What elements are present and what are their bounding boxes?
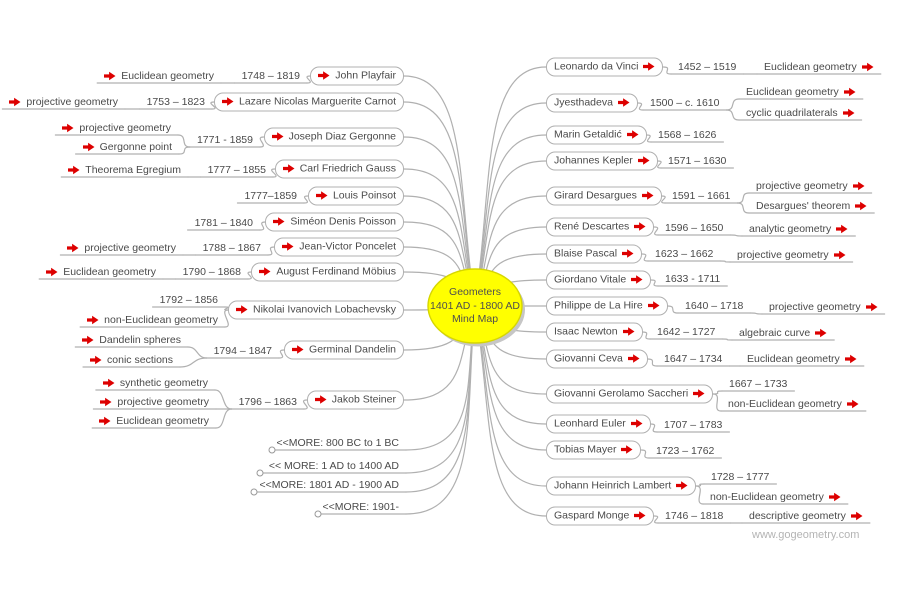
node-carl-friedrich-gauss[interactable]	[275, 160, 404, 179]
center-title-line1: Geometers	[449, 285, 501, 298]
topic-text: Euclidean geometry	[116, 415, 209, 427]
date-range-tobias-mayer	[656, 445, 714, 457]
node-john-playfair[interactable]	[310, 67, 404, 86]
node-philippe-de-la-hire[interactable]	[546, 297, 668, 316]
topic-text: conic sections	[107, 354, 173, 366]
red-right-arrow-icon	[643, 62, 655, 72]
node-label: Siméon Denis Poisson	[290, 215, 396, 228]
topic-projective-geometry[interactable]	[67, 242, 176, 254]
red-right-arrow-icon	[282, 242, 294, 252]
topic-euclidean-geometry[interactable]	[746, 86, 856, 98]
node-label: Girard Desargues	[554, 189, 637, 202]
date-text: 1781 – 1840	[194, 217, 253, 229]
red-right-arrow-icon	[222, 97, 234, 107]
node-label: Giovanni Gerolamo Saccheri	[554, 387, 689, 400]
red-right-arrow-icon	[9, 97, 21, 107]
date-text: 1623 – 1662	[655, 248, 714, 260]
date-text: 1723 – 1762	[656, 445, 715, 457]
date-text: 1647 – 1734	[664, 353, 723, 365]
more-link-text: << MORE: 1 AD to 1400 AD	[268, 460, 399, 472]
topic-algebraic-curve[interactable]	[739, 327, 827, 339]
red-right-arrow-icon	[100, 397, 112, 407]
red-right-arrow-icon	[99, 416, 111, 426]
node-blaise-pascal[interactable]	[546, 245, 642, 264]
topic-euclidean-geometry[interactable]	[46, 266, 156, 278]
node-label: Germinal Dandelin	[309, 343, 396, 356]
node-label: Johann Heinrich Lambert	[554, 479, 672, 492]
red-right-arrow-icon	[634, 511, 646, 521]
red-right-arrow-icon	[634, 222, 646, 232]
date-text: 1571 – 1630	[668, 155, 727, 167]
more-link-more-800-bc-to-1-bc[interactable]	[276, 437, 399, 449]
date-range-isaac-newton	[657, 326, 715, 338]
topic-text: projective geometry	[737, 249, 829, 261]
date-text: 1753 – 1823	[146, 96, 205, 108]
topic-text: non-Euclidean geometry	[710, 491, 824, 503]
node-label: Jyesthadeva	[554, 96, 613, 109]
date-range-ren-descartes	[665, 222, 723, 234]
node-marin-getaldi[interactable]	[546, 126, 647, 145]
date-range-johannes-kepler	[668, 155, 726, 167]
red-right-arrow-icon	[853, 181, 865, 191]
node-label: Tobias Mayer	[554, 443, 617, 456]
node-louis-poinsot[interactable]	[308, 187, 404, 206]
node-label: Blaise Pascal	[554, 247, 618, 260]
red-right-arrow-icon	[87, 315, 99, 325]
topic-text: Euclidean geometry	[746, 86, 839, 98]
node-label: Joseph Diaz Gergonne	[288, 130, 396, 143]
red-right-arrow-icon	[315, 395, 327, 405]
topic-non-euclidean-geometry[interactable]	[87, 314, 218, 326]
node-label: René Descartes	[554, 220, 630, 233]
node-gaspard-monge[interactable]	[546, 507, 654, 526]
red-right-arrow-icon	[283, 164, 295, 174]
node-label: August Ferdinand Möbius	[276, 265, 396, 278]
more-link-more-1901[interactable]	[323, 501, 399, 513]
topic-text: cyclic quadrilaterals	[746, 107, 838, 119]
topic-text: projective geometry	[769, 301, 861, 313]
date-range-marin-getaldi	[658, 129, 716, 141]
node-label: Gaspard Monge	[554, 509, 630, 522]
topic-gergonne-point[interactable]	[83, 141, 172, 153]
red-right-arrow-icon	[621, 445, 633, 455]
topic-cyclic-quadrilaterals[interactable]	[746, 107, 855, 119]
red-right-arrow-icon	[272, 132, 284, 142]
red-right-arrow-icon	[836, 224, 848, 234]
topic-dandelin-spheres[interactable]	[82, 334, 181, 346]
date-range-leonardo-da-vinci	[678, 61, 736, 73]
node-joseph-diaz-gergonne[interactable]	[264, 128, 404, 147]
node-nikolai-ivanovich-lobachevsky[interactable]	[228, 301, 404, 320]
node-girard-desargues[interactable]	[546, 187, 662, 206]
date-text: 1796 – 1863	[238, 396, 297, 408]
topic-text: projective geometry	[117, 396, 209, 408]
red-right-arrow-icon	[46, 267, 58, 277]
red-right-arrow-icon	[90, 355, 102, 365]
node-label: Leonhard Euler	[554, 417, 626, 430]
more-link-more-1-ad-to-1400-ad[interactable]	[269, 460, 399, 472]
node-giordano-vitale[interactable]	[546, 271, 651, 290]
red-right-arrow-icon	[676, 481, 688, 491]
watermark-text: www.gogeometry.com	[752, 529, 860, 541]
topic-text: projective geometry	[26, 96, 118, 108]
red-right-arrow-icon	[631, 419, 643, 429]
red-right-arrow-icon	[83, 142, 95, 152]
date-text: 1748 – 1819	[241, 70, 300, 82]
topic-analytic-geometry[interactable]	[749, 223, 848, 235]
red-right-arrow-icon	[68, 165, 80, 175]
topic-projective-geometry[interactable]	[737, 249, 846, 261]
node-label: Philippe de La Hire	[554, 299, 643, 312]
date-range-gaspard-monge	[665, 510, 723, 522]
topic-euclidean-geometry[interactable]	[99, 415, 209, 427]
red-right-arrow-icon	[631, 275, 643, 285]
node-jyesthadeva[interactable]	[546, 94, 638, 113]
red-right-arrow-icon	[627, 130, 639, 140]
topic-projective-geometry[interactable]	[756, 180, 865, 192]
date-text: 1790 – 1868	[182, 266, 241, 278]
date-range-john-playfair	[242, 70, 300, 82]
date-range-louis-poinsot	[244, 190, 297, 202]
topic-projective-geometry[interactable]	[62, 122, 171, 134]
red-right-arrow-icon	[648, 301, 660, 311]
date-range-germinal-dandelin	[214, 345, 272, 357]
topic-synthetic-geometry[interactable]	[103, 377, 208, 389]
node-label: Jean-Victor Poncelet	[299, 240, 396, 253]
node-johannes-kepler[interactable]	[546, 152, 658, 171]
red-right-arrow-icon	[844, 87, 856, 97]
red-right-arrow-icon	[829, 492, 841, 502]
date-text: 1452 – 1519	[678, 61, 737, 73]
center-title-line3: Mind Map	[451, 312, 499, 325]
date-text: 1777–1859	[244, 190, 297, 202]
red-right-arrow-icon	[866, 302, 878, 312]
topic-euclidean-geometry[interactable]	[764, 61, 874, 73]
node-leonhard-euler[interactable]	[546, 415, 651, 434]
red-right-arrow-icon	[834, 250, 846, 260]
red-right-arrow-icon	[623, 327, 635, 337]
topic-text: projective geometry	[84, 242, 176, 254]
topic-projective-geometry[interactable]	[100, 396, 209, 408]
node-jean-victor-poncelet[interactable]	[274, 238, 404, 257]
date-text: 1707 – 1783	[664, 419, 723, 431]
node-isaac-newton[interactable]	[546, 323, 643, 342]
date-range-sim-on-denis-poisson	[195, 217, 253, 229]
topic-projective-geometry[interactable]	[9, 96, 118, 108]
date-range-carl-friedrich-gauss	[208, 164, 266, 176]
date-range-johann-heinrich-lambert	[711, 471, 769, 483]
node-label: Jakob Steiner	[331, 393, 396, 406]
date-range-joseph-diaz-gergonne	[197, 134, 253, 146]
topic-text: projective geometry	[756, 180, 848, 192]
date-range-giovanni-ceva	[664, 353, 722, 365]
node-label: Marin Getaldić	[554, 128, 622, 141]
topic-text: analytic geometry	[749, 223, 832, 235]
red-right-arrow-icon	[103, 378, 115, 388]
center-title-line2: 1401 AD - 1800 AD	[430, 299, 520, 312]
topic-text: non-Euclidean geometry	[104, 314, 218, 326]
red-right-arrow-icon	[82, 335, 94, 345]
node-label: Giordano Vitale	[554, 273, 627, 286]
topic-desargues-theorem[interactable]	[756, 200, 867, 212]
node-label: Isaac Newton	[554, 325, 618, 338]
date-text: 1500 – c. 1610	[650, 97, 720, 109]
date-range-blaise-pascal	[655, 248, 713, 260]
topic-text: Euclidean geometry	[63, 266, 156, 278]
node-giovanni-ceva[interactable]	[546, 350, 648, 369]
red-right-arrow-icon	[622, 249, 634, 259]
topic-descriptive-geometry[interactable]	[749, 510, 863, 522]
center-node[interactable]	[415, 286, 535, 327]
topic-theorema-egregium[interactable]	[68, 164, 181, 176]
date-range-jakob-steiner	[239, 396, 297, 408]
red-right-arrow-icon	[628, 354, 640, 364]
node-leonardo-da-vinci[interactable]	[546, 58, 663, 77]
topic-text: Desargues' theorem	[756, 200, 851, 212]
branch-circle-marker[interactable]	[315, 511, 321, 517]
red-right-arrow-icon	[851, 511, 863, 521]
node-lazare-nicolas-marguerite-carnot[interactable]	[214, 93, 404, 112]
more-link-text: <<MORE: 800 BC to 1 BC	[276, 437, 399, 449]
red-right-arrow-icon	[273, 217, 285, 227]
date-text: 1794 – 1847	[213, 345, 272, 357]
node-ren-descartes[interactable]	[546, 218, 654, 237]
date-text: 1667 – 1733	[729, 378, 788, 390]
date-range-nikolai-ivanovich-lobachevsky	[160, 294, 218, 306]
date-text: 1591 – 1661	[672, 190, 731, 202]
red-right-arrow-icon	[847, 399, 859, 409]
red-right-arrow-icon	[843, 108, 855, 118]
date-range-august-ferdinand-m-bius	[183, 266, 241, 278]
node-label: Louis Poinsot	[332, 189, 396, 202]
node-sim-on-denis-poisson[interactable]	[265, 213, 404, 232]
red-right-arrow-icon	[638, 156, 650, 166]
node-tobias-mayer[interactable]	[546, 441, 641, 460]
date-text: 1771 - 1859	[196, 134, 253, 146]
date-text: 1642 – 1727	[657, 326, 716, 338]
topic-projective-geometry[interactable]	[769, 301, 878, 313]
red-right-arrow-icon	[318, 71, 330, 81]
date-range-girard-desargues	[672, 190, 730, 202]
date-text: 1792 – 1856	[159, 294, 218, 306]
topic-non-euclidean-geometry[interactable]	[728, 398, 859, 410]
branch-circle-marker[interactable]	[251, 489, 257, 495]
node-germinal-dandelin[interactable]	[284, 341, 404, 360]
more-link-text: <<MORE: 1801 AD - 1900 AD	[259, 479, 399, 491]
red-right-arrow-icon	[693, 389, 705, 399]
date-text: 1746 – 1818	[665, 510, 724, 522]
date-range-giovanni-gerolamo-saccheri	[729, 378, 787, 390]
topic-text: non-Euclidean geometry	[728, 398, 842, 410]
node-label: Carl Friedrich Gauss	[299, 162, 396, 175]
red-right-arrow-icon	[236, 305, 248, 315]
node-label: Johannes Kepler	[554, 154, 633, 167]
date-text: 1728 – 1777	[711, 471, 770, 483]
topic-text: Euclidean geometry	[764, 61, 857, 73]
topic-text: Euclidean geometry	[747, 353, 840, 365]
red-right-arrow-icon	[618, 98, 630, 108]
topic-text: descriptive geometry	[749, 510, 846, 522]
date-range-philippe-de-la-hire	[685, 300, 743, 312]
red-right-arrow-icon	[62, 123, 74, 133]
topic-euclidean-geometry[interactable]	[747, 353, 857, 365]
branch-circle-marker[interactable]	[269, 447, 275, 453]
date-text: 1596 – 1650	[665, 222, 724, 234]
red-right-arrow-icon	[67, 243, 79, 253]
node-johann-heinrich-lambert[interactable]	[546, 477, 696, 496]
date-text: 1788 – 1867	[202, 242, 261, 254]
topic-euclidean-geometry[interactable]	[104, 70, 214, 82]
date-range-jean-victor-poncelet	[203, 242, 261, 254]
red-right-arrow-icon	[259, 267, 271, 277]
red-right-arrow-icon	[862, 62, 874, 72]
node-label: Giovanni Ceva	[554, 352, 623, 365]
topic-text: Dandelin spheres	[99, 334, 181, 346]
red-right-arrow-icon	[642, 191, 654, 201]
branch-circle-marker[interactable]	[257, 470, 263, 476]
red-right-arrow-icon	[316, 191, 328, 201]
red-right-arrow-icon	[855, 201, 867, 211]
topic-text: synthetic geometry	[119, 377, 208, 389]
node-label: Nikolai Ivanovich Lobachevsky	[253, 303, 396, 316]
more-link-text: <<MORE: 1901-	[322, 501, 399, 513]
topic-text: Gergonne point	[99, 141, 172, 153]
topic-text: Theorema Egregium	[85, 164, 181, 176]
topic-conic-sections[interactable]	[90, 354, 173, 366]
date-text: 1640 – 1718	[685, 300, 744, 312]
date-text: 1633 - 1711	[665, 273, 721, 285]
topic-text: Euclidean geometry	[121, 70, 214, 82]
date-text: 1777 – 1855	[207, 164, 266, 176]
red-right-arrow-icon	[292, 345, 304, 355]
node-label: John Playfair	[335, 69, 396, 82]
node-august-ferdinand-m-bius[interactable]	[251, 263, 404, 282]
red-right-arrow-icon	[815, 328, 827, 338]
date-text: 1568 – 1626	[658, 129, 717, 141]
date-range-lazare-nicolas-marguerite-carnot	[147, 96, 205, 108]
topic-non-euclidean-geometry[interactable]	[710, 491, 841, 503]
date-range-giordano-vitale	[665, 273, 720, 285]
node-label: Leonardo da Vinci	[554, 60, 639, 73]
topic-text: algebraic curve	[739, 327, 811, 339]
node-label: Lazare Nicolas Marguerite Carnot	[239, 95, 396, 108]
topic-text: projective geometry	[79, 122, 171, 134]
node-jakob-steiner[interactable]	[307, 391, 404, 410]
red-right-arrow-icon	[845, 354, 857, 364]
date-range-jyesthadeva	[650, 97, 719, 109]
date-range-leonhard-euler	[664, 419, 722, 431]
red-right-arrow-icon	[104, 71, 116, 81]
node-giovanni-gerolamo-saccheri[interactable]	[546, 385, 713, 404]
more-link-more-1801-ad-1900-ad[interactable]	[260, 479, 400, 491]
